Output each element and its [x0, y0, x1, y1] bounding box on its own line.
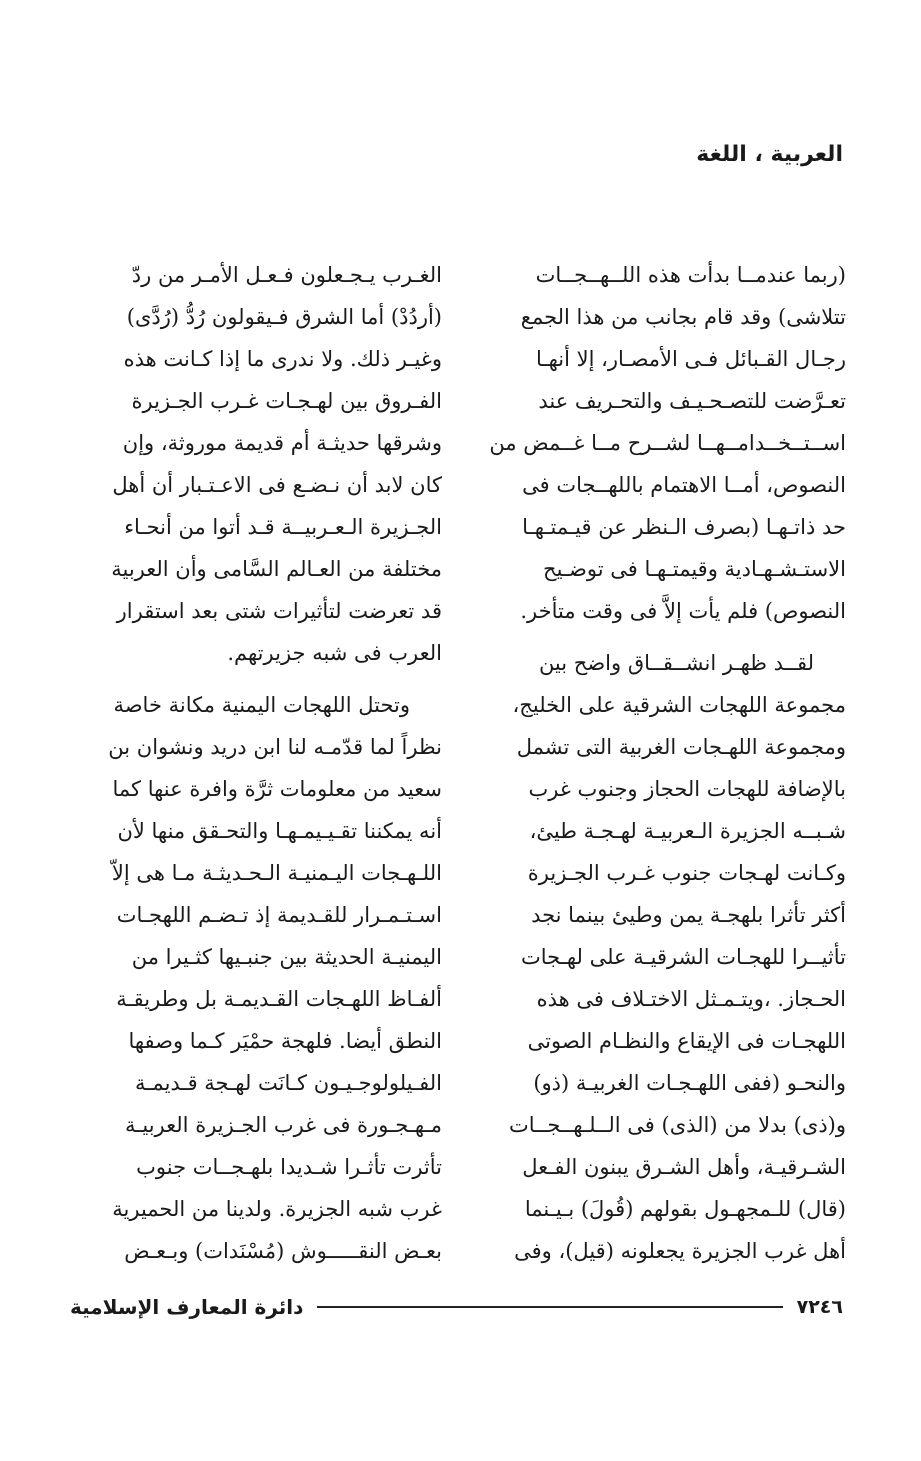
text-line: مختلفة من العـالم السَّامى وأن العربية	[111, 557, 442, 581]
page-number: ٧٢٤٦	[796, 1296, 843, 1318]
text-line: الفـروق بين لهـجـات غـرب الجـزيرة	[131, 389, 442, 413]
text-line: الحـجاز. ،ويتـمـثل الاختـلاف فى هذه	[536, 987, 846, 1011]
text-line: والنحـو (ففى اللهـجـات الغربيـة (ذو)	[533, 1071, 846, 1095]
text-line: النطق أيضا. فلهجة حمْيَر كـما وصفها	[128, 1029, 442, 1053]
footer-rule	[317, 1306, 782, 1308]
text-line: مجموعة اللهجات الشرقية على الخليج،	[512, 693, 846, 717]
text-line: النصوص) فلم يأت إلاَّ فى وقت متأخر.	[520, 599, 846, 623]
text-line: (أردُدْ) أما الشرق فـيقولون رُدُّ (رُدَّى)	[126, 305, 442, 329]
text-line: مـهـجـورة فى غرب الجـزيرة العربيـة	[124, 1113, 442, 1137]
text-line: اللـهـجات اليـمنيـة الـحـديثـة مـا هى إلاّ	[111, 861, 442, 885]
text-line: اللهجـات فى الإيقاع والنظـام الصوتى	[527, 1029, 846, 1053]
text-line: الشـرقيـة، وأهل الشـرق يبنون الفـعل	[522, 1155, 846, 1179]
text-line: و(ذى) بدلا من (الذى) فى الــلـهــجــات	[508, 1113, 846, 1137]
text-line: العرب فى شبه جزيرتهم.	[227, 641, 442, 665]
text-line: حد ذاتـهـا (بصرف الـنظر عن قيـمتـهـا	[522, 515, 846, 539]
right-paragraph-2	[474, 642, 846, 1272]
text-line: أنه يمكننا تقـيـيمـهـا والتحـقق منها لأن	[117, 819, 442, 843]
text-line: غرب شبه الجزيرة. ولدينا من الحميرية	[112, 1197, 442, 1221]
text-line: وشرقها حديثـة أم قديمة موروثة، وإن	[122, 431, 442, 455]
text-line: قد تعرضت لتأثيرات شتى بعد استقرار	[116, 599, 442, 623]
text-line: اسـتـمـرار للقـديمة إذ تـضـم اللهجـات	[116, 903, 442, 927]
text-line: بعـض النقـــــوش (مُسْنَدات) وبـعـض	[124, 1239, 442, 1263]
text-line: ومجموعة اللهـجات الغربية التى تشمل	[516, 735, 846, 759]
text-line: الجـزيرة الـعـربيــة قـد أتوا من أنحـاء	[124, 515, 442, 539]
text-line: الفـيلولوجـيـون كـانَت لهـجة قـديمـة	[135, 1071, 442, 1095]
text-line: وتحتل اللهجات اليمنية مكانة خاصة	[113, 693, 410, 717]
text-line: ألفـاظ اللهـجات القـديمـة بل وطريقـة	[116, 987, 442, 1011]
publication-title: دائرة المعارف الإسلامية	[70, 1295, 304, 1319]
text-line: شـبــه الجزيرة الـعربيـة لهـجـة طيئ،	[529, 819, 846, 843]
right-paragraph-1	[474, 254, 846, 632]
text-line: النصوص، أمــا الاهتمام باللهــجات فى	[522, 473, 846, 497]
text-line: أكثر تأثرا بلهجـة يمن وطيئ بينما نجد	[531, 903, 846, 927]
text-line: وكـانت لهـجات جنوب غـرب الجـزيرة	[527, 861, 846, 885]
left-paragraph-1	[70, 254, 442, 674]
left-paragraph-2	[70, 684, 442, 1272]
text-line: الغـرب يـجـعلون فـعـل الأمـر من ردّ	[131, 263, 442, 287]
text-line: اســتــخــدامــهــا لشــرح مــا غــمض من	[489, 431, 846, 455]
text-line: (قال) للـمجهـول بقولهم (قُولَ) بـيـنما	[524, 1197, 846, 1221]
page-footer	[70, 1290, 843, 1324]
text-line: تتلاشى) وقد قام بجانب من هذا الجمع	[520, 305, 846, 329]
text-line: رجـال القـبائل فـى الأمصـار، إلا أنهـا	[536, 347, 846, 371]
text-line: بالإضافة للهجات الحجاز وجنوب غرب	[528, 777, 846, 801]
text-line: تأثرت تأثـرا شـديدا بلهـجــات جنوب	[136, 1155, 442, 1179]
text-line: وغيـر ذلك. ولا ندرى ما إذا كـانت هذه	[123, 347, 442, 371]
text-line: الاستـشـهـادية وقيمتـهـا فى توضـيح	[543, 557, 846, 581]
text-line: اليمنيـة الحديثة بين جنبـيها كثـيرا من	[131, 945, 442, 969]
text-line: لقــد ظهـر انشــقــاق واضح بين	[538, 651, 814, 675]
text-line: أهل غرب الجزيرة يجعلونه (قيل)، وفى	[514, 1239, 846, 1263]
running-header: العربية ، اللغة	[696, 142, 843, 167]
text-line: تعـرَّضت للتصـحـيـف والتحـريف عند	[538, 389, 846, 413]
text-line: نظراً لما قدّمـه لنا ابن دريد ونشوان بن	[108, 735, 442, 759]
text-line: كان لابد أن نـضـع فى الاعـتـبار أن أهل	[112, 473, 442, 497]
left-column	[70, 254, 442, 1272]
right-column	[474, 254, 846, 1272]
text-line: سعيد من معلومات ثرَّة وافرة عنها كما	[112, 777, 442, 801]
text-line: تأثيــرا للهجـات الشرقيـة على لهـجات	[520, 945, 846, 969]
text-line: (ربما عندمــا بدأت هذه اللــهــجــات	[535, 263, 846, 287]
